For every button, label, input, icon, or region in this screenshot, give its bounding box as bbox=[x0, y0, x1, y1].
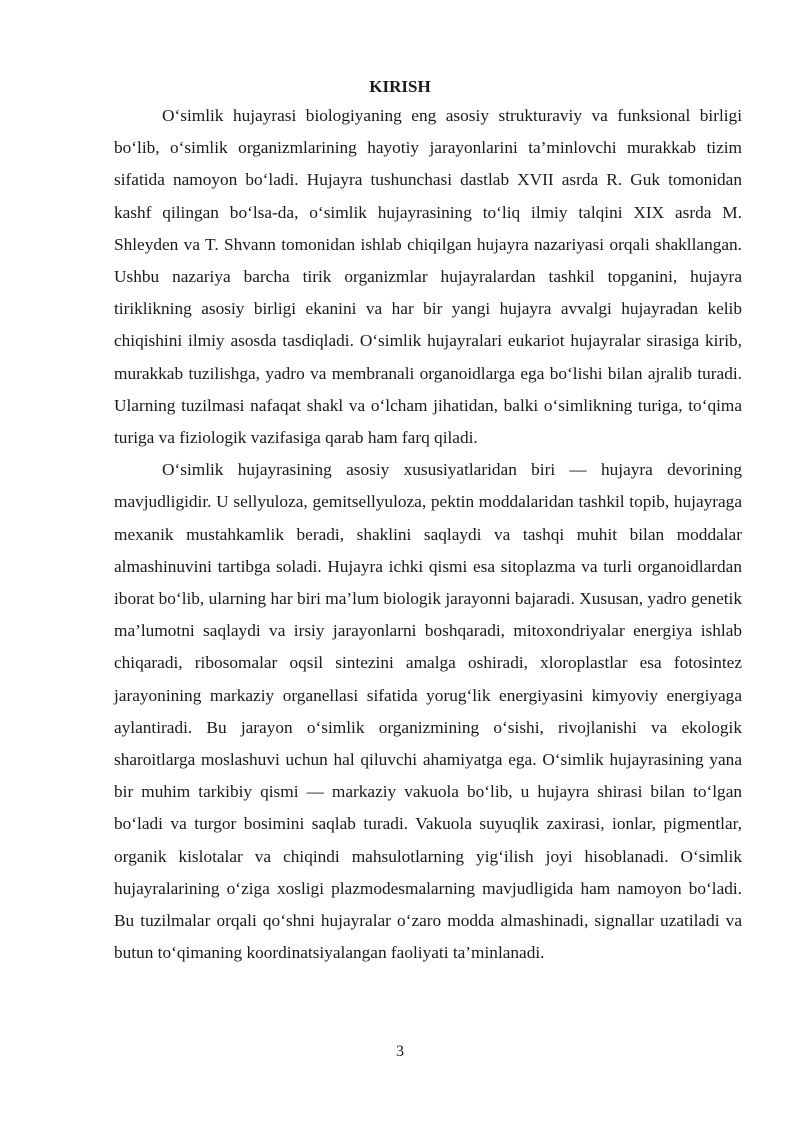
section-title: KIRISH bbox=[369, 77, 431, 96]
page-number: 3 bbox=[396, 1043, 404, 1060]
paragraph: O‘simlik hujayrasi biologiyaning eng asosiy strukturaviy va funksional birligi bo‘lib, o‘simlik organizmlarining hayotiy jarayonlarini ta’minlovchi murakkab tizim sifatida namoyon bo‘ladi. Hujayra tushunchasi dastlab XVII asrda R. Guk tomonidan kashf qilingan bo‘lsa-da, o‘simlik hujayrasining to‘liq ilmiy talqini XIX asrda M. Shleyden va T. Shvann tomonidan ishlab chiqilgan hujayra nazariyasi orqali shakllangan. Ushbu nazariya barcha tirik organizmlar hujayralardan tashkil topganini, hujayra tiriklikning asosiy birligi ekanini va har bir yangi hujayra avvalgi hujayradan kelib chiqishini ilmiy asosda tasdiqladi. O‘simlik hujayralari eukariot hujayralar sirasiga kirib, murakkab tuzilishga, yadro va membranali organoidlarga ega bo‘lishi bilan ajralib turadi. Ularning tuzilmasi nafaqat shakl va o‘lcham jihatidan, balki o‘simlikning turiga, to‘qima turiga va fiziologik vazifasiga qarab ham farq qiladi. bbox=[114, 106, 742, 448]
paragraph: O‘simlik hujayrasining asosiy xususiyatlaridan biri — hujayra devorining mavjudligidir. U sellyuloza, gemitsellyuloza, pektin moddalaridan tashkil topib, hujayraga mexanik mustahkamlik beradi, shaklini saqlaydi va tashqi muhit bilan moddalar almashinuvini tartibga soladi. Hujayra ichki qismi esa sitoplazma va turli organoidlardan iborat bo‘lib, ularning har biri ma’lum biologik jarayonni bajaradi. Xususan, yadro genetik ma’lumotni saqlaydi va irsiy jarayonlarni boshqaradi, mitoxondriyalar energiya ishlab chiqaradi, ribosomalar oqsil sintezini amalga oshiradi, xloroplastlar esa fotosintez jarayonining markaziy organellasi sifatida yorug‘lik energiyasini kimyoviy energiyaga aylantiradi. Bu jarayon o‘simlik organizmining o‘sishi, rivojlanishi va ekologik sharoitlarga moslashuvi uchun hal qiluvchi ahamiyatga ega. O‘simlik hujayrasining yana bir muhim tarkibiy qismi — markaziy vakuola bo‘lib, u hujayra shirasi bilan to‘lgan bo‘ladi va turgor bosimini saqlab turadi. Vakuola suyuqlik zaxirasi, ionlar, pigmentlar, organik kislotalar va chiqindi mahsulotlarning yig‘ilish joyi hisoblanadi. O‘simlik hujayralarining o‘ziga xosligi plazmodesmalarning mavjudligida ham namoyon bo‘ladi. Bu tuzilmalar orqali qo‘shni hujayralar o‘zaro modda almashinadi, signallar uzatiladi va butun to‘qimaning koordinatsiyalangan faoliyati ta’minlanadi. bbox=[114, 460, 742, 963]
document-body bbox=[114, 100, 742, 969]
